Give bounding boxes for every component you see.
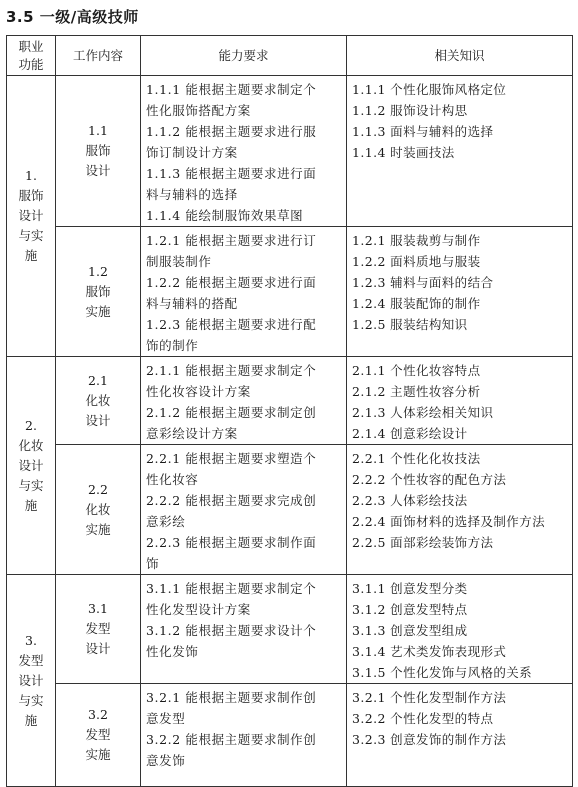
table-row <box>7 445 573 575</box>
knowledge-item: 1.1.2 服饰设计构思 <box>352 103 468 118</box>
function-label-line: 施 <box>24 497 38 513</box>
knowledge-item: 1.2.2 面料质地与服装 <box>352 254 481 269</box>
function-cell <box>7 357 56 575</box>
ability-line: 1.2.1 能根据主题要求进行订 <box>146 233 317 248</box>
ability-line: 2.2.3 能根据主题要求制作面 <box>146 535 317 550</box>
work-label-line: 设计 <box>85 163 111 178</box>
knowledge-item: 3.1.5 个性化发饰与风格的关系 <box>352 665 533 680</box>
function-label-line: 化妆 <box>18 437 44 453</box>
work-content-cell <box>56 684 141 787</box>
knowledge-item: 3.1.2 创意发型特点 <box>352 602 468 617</box>
ability-line: 3.1.1 能根据主题要求制定个 <box>146 581 317 596</box>
ability-line: 意发型 <box>146 711 186 726</box>
ability-line: 意彩绘设计方案 <box>146 426 238 441</box>
work-label-line: 3.2 <box>88 707 108 722</box>
header-row <box>7 36 573 76</box>
ability-line: 1.1.2 能根据主题要求进行服 <box>146 124 317 139</box>
ability-cell <box>141 357 347 445</box>
work-label-line: 3.1 <box>88 601 108 616</box>
knowledge-item: 1.1.3 面料与辅料的选择 <box>352 124 494 139</box>
function-label-line: 1. <box>25 168 37 183</box>
work-label-line: 1.1 <box>88 123 108 138</box>
ability-line: 饰订制设计方案 <box>146 145 238 160</box>
knowledge-item: 3.2.3 创意发饰的制作方法 <box>352 732 507 747</box>
knowledge-cell <box>347 76 573 227</box>
header-work-content: 工作内容 <box>56 36 141 76</box>
knowledge-item: 1.1.4 时装画技法 <box>352 145 455 160</box>
work-label-line: 发型 <box>85 727 111 742</box>
knowledge-cell <box>347 357 573 445</box>
ability-line: 料与辅料的选择 <box>146 187 238 202</box>
work-content-cell <box>56 575 141 684</box>
table-row <box>7 684 573 787</box>
function-label-line: 3. <box>25 632 37 648</box>
work-label-line: 化妆 <box>85 392 111 408</box>
ability-cell <box>141 76 347 227</box>
ability-cell <box>141 684 347 787</box>
work-label-line: 设计 <box>85 412 111 428</box>
knowledge-item: 3.2.2 个性化发型的特点 <box>352 711 494 726</box>
work-label-line: 服饰 <box>85 143 111 158</box>
work-label-line: 设计 <box>85 641 111 656</box>
knowledge-item: 1.2.3 辅料与面料的结合 <box>352 275 494 290</box>
ability-line: 饰的制作 <box>146 338 199 353</box>
knowledge-item: 3.1.3 创意发型组成 <box>352 623 468 638</box>
function-label-line: 发型 <box>18 652 44 668</box>
ability-line: 饰 <box>146 556 160 571</box>
skills-table <box>6 35 573 787</box>
work-content-cell <box>56 227 141 357</box>
ability-line: 3.2.1 能根据主题要求制作创 <box>146 690 317 705</box>
work-label-line: 服饰 <box>85 283 111 299</box>
ability-line: 1.1.1 能根据主题要求制定个 <box>146 82 317 97</box>
knowledge-cell <box>347 684 573 787</box>
ability-line: 1.1.4 能绘制服饰效果草图 <box>146 208 304 223</box>
ability-line: 意彩绘 <box>146 514 186 529</box>
function-label-line: 2. <box>25 417 37 433</box>
knowledge-item: 3.1.4 艺术类发饰表现形式 <box>352 644 507 659</box>
ability-line: 性化发型设计方案 <box>146 602 251 617</box>
work-label-line: 实施 <box>85 303 111 319</box>
ability-line: 制服装制作 <box>146 254 212 269</box>
work-label-line: 实施 <box>85 521 111 537</box>
function-label-line: 施 <box>24 248 38 263</box>
function-label-line: 设计 <box>18 672 44 688</box>
ability-line: 2.1.1 能根据主题要求制定个 <box>146 363 317 378</box>
knowledge-item: 2.2.2 个性妆容的配色方法 <box>352 472 507 487</box>
function-label-line: 与实 <box>18 228 44 243</box>
table-row <box>7 76 573 227</box>
ability-line: 性化妆容设计方案 <box>146 384 251 399</box>
knowledge-item: 3.1.1 创意发型分类 <box>352 581 468 596</box>
ability-line: 性化妆容 <box>146 472 199 487</box>
knowledge-cell <box>347 445 573 575</box>
ability-line: 1.2.2 能根据主题要求进行面 <box>146 275 317 290</box>
knowledge-item: 3.2.1 个性化发型制作方法 <box>352 690 507 705</box>
ability-line: 3.2.2 能根据主题要求制作创 <box>146 732 317 747</box>
ability-cell <box>141 575 347 684</box>
function-label-line: 设计 <box>18 457 44 473</box>
ability-line: 1.2.3 能根据主题要求进行配 <box>146 317 317 332</box>
knowledge-item: 2.2.5 面部彩绘装饰方法 <box>352 535 494 550</box>
knowledge-item: 2.1.4 创意彩绘设计 <box>352 426 468 441</box>
knowledge-item: 1.2.4 服装配饰的制作 <box>352 296 481 311</box>
ability-line: 2.1.2 能根据主题要求制定创 <box>146 405 317 420</box>
function-cell <box>7 76 56 357</box>
function-label-line: 施 <box>24 712 38 728</box>
knowledge-item: 1.2.5 服装结构知识 <box>352 317 468 332</box>
work-label-line: 实施 <box>85 747 111 762</box>
ability-line: 料与辅料的搭配 <box>146 296 238 311</box>
knowledge-cell <box>347 227 573 357</box>
knowledge-item: 2.1.3 人体彩绘相关知识 <box>352 405 494 420</box>
table-row <box>7 357 573 445</box>
work-content-cell <box>56 445 141 575</box>
function-label-line: 与实 <box>18 477 44 493</box>
ability-line: 3.1.2 能根据主题要求设计个 <box>146 623 317 638</box>
knowledge-cell <box>347 575 573 684</box>
function-label-line: 设计 <box>18 208 44 223</box>
work-content-cell <box>56 76 141 227</box>
knowledge-item: 2.1.1 个性化妆容特点 <box>352 363 481 378</box>
ability-cell <box>141 445 347 575</box>
work-label-line: 2.1 <box>88 372 108 388</box>
work-label-line: 化妆 <box>85 501 111 517</box>
knowledge-item: 2.2.3 人体彩绘技法 <box>352 493 468 508</box>
knowledge-item: 2.2.4 面饰材料的选择及制作方法 <box>352 514 545 529</box>
section-heading: 3.5 一级/高级技师 <box>6 8 139 26</box>
table-row <box>7 575 573 684</box>
work-content-cell <box>56 357 141 445</box>
ability-cell <box>141 227 347 357</box>
ability-line: 1.1.3 能根据主题要求进行面 <box>146 166 317 181</box>
table-row <box>7 227 573 357</box>
ability-line: 性化发饰 <box>146 644 199 659</box>
header-knowledge: 相关知识 <box>347 36 573 76</box>
ability-line: 性化服饰搭配方案 <box>146 103 251 118</box>
function-label-line: 与实 <box>18 692 44 708</box>
work-label-line: 发型 <box>85 621 111 636</box>
header-function: 职业 功能 <box>7 36 56 76</box>
knowledge-item: 1.2.1 服装裁剪与制作 <box>352 233 481 248</box>
knowledge-item: 1.1.1 个性化服饰风格定位 <box>352 82 507 97</box>
knowledge-item: 2.2.1 个性化化妆技法 <box>352 451 481 466</box>
ability-line: 2.2.2 能根据主题要求完成创 <box>146 493 317 508</box>
header-ability: 能力要求 <box>141 36 347 76</box>
work-label-line: 2.2 <box>88 481 108 497</box>
ability-line: 2.2.1 能根据主题要求塑造个 <box>146 451 317 466</box>
knowledge-item: 2.1.2 主题性妆容分析 <box>352 384 481 399</box>
work-label-line: 1.2 <box>88 263 108 279</box>
ability-line: 意发饰 <box>146 753 186 768</box>
function-cell <box>7 575 56 787</box>
function-label-line: 服饰 <box>18 188 44 203</box>
